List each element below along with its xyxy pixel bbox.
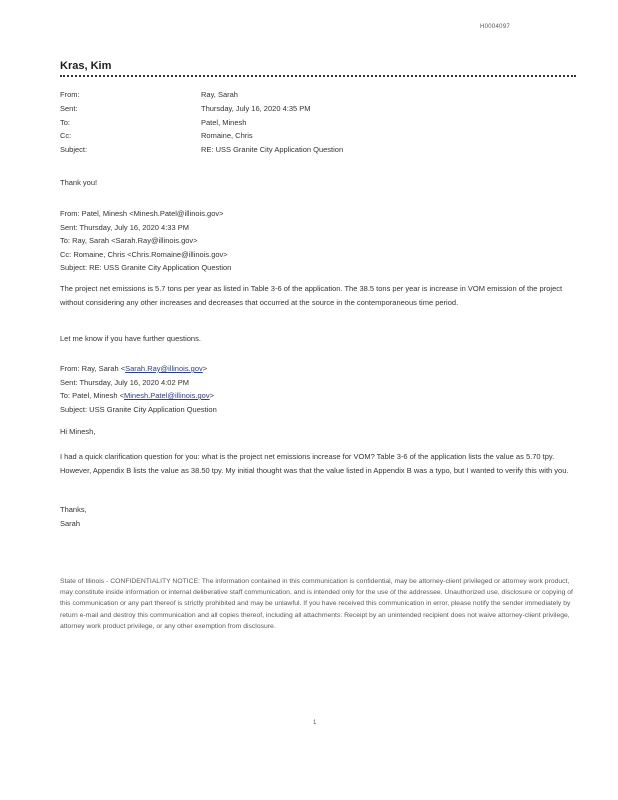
thank-you-line <box>60 176 580 190</box>
original-body-text: I had a quick clarification question for you: what is the project net emissions increase for VOM? Table 3-6 of the application lists the value as 5.70 tpy. However, Appendix B lists the value as 38.50 tpy. My initial thought was that the value listed in Appendix B was a typo, but I wanted to verify this with you. <box>60 452 569 475</box>
header-row-sent <box>60 102 580 116</box>
header-row-subject <box>60 143 580 157</box>
header-rule <box>60 75 576 77</box>
thank-you-text: Thank you! <box>60 178 98 187</box>
confidentiality-notice <box>60 576 580 632</box>
header-value: Thursday, July 16, 2020 4:35 PM <box>201 103 311 113</box>
header-label: To: <box>60 117 71 127</box>
header-label: From: <box>60 90 80 99</box>
header-value: Patel, Minesh <box>201 117 247 127</box>
original-body <box>60 450 580 477</box>
reply-1-closing-text: Let me know if you have further questions. <box>60 334 201 343</box>
header-value: Ray, Sarah <box>201 90 238 99</box>
header-label: Subject: <box>60 145 88 155</box>
page-id: H0004097 <box>480 24 511 30</box>
reply-1-body-text: The project net emissions is 5.7 tons per year as listed in Table 3-6 of the application. The 38.5 tons per year is increase in VOM emission of the project without considering any other increases and decreases that occurred at the source in the contemporaneous time period. <box>60 284 563 307</box>
header-value: Romaine, Chris <box>201 131 253 141</box>
reply-1-closing <box>60 332 580 346</box>
reply-1-from: From: Patel, Minesh <Minesh.Patel@illinois.gov> <box>60 209 224 218</box>
reply-1-subject: Subject: RE: USS Granite City Application Question <box>60 263 232 272</box>
reply-1-cc: Cc: Romaine, Chris <Chris.Romaine@illinois.gov> <box>60 249 228 259</box>
recipient-email-link[interactable]: Minesh.Patel@illinois.gov <box>124 391 210 400</box>
original-from: From: Ray, Sarah <Sarah.Ray@illinois.gov> <box>60 364 208 373</box>
page-number: 1 <box>313 720 317 726</box>
reply-1-sent: Sent: Thursday, July 16, 2020 4:33 PM <box>60 222 189 232</box>
signature-name: Sarah <box>60 518 81 528</box>
greeting-text: Hi Minesh, <box>60 427 96 436</box>
header-label: Cc: <box>60 131 72 141</box>
sender-email-link[interactable]: Sarah.Ray@illinois.gov <box>125 364 203 373</box>
signature-thanks: Thanks, <box>60 505 87 514</box>
original-greeting <box>60 425 580 439</box>
original-to: To: Patel, Minesh <Minesh.Patel@illinois.gov> <box>60 391 214 400</box>
reply-1-to: To: Ray, Sarah <Sarah.Ray@illinois.gov> <box>60 236 198 245</box>
reply-1-meta <box>60 207 580 275</box>
original-meta <box>60 362 580 416</box>
original-sent: Sent: Thursday, July 16, 2020 4:02 PM <box>60 377 189 387</box>
header-row-to <box>60 116 580 130</box>
header-value: RE: USS Granite City Application Question <box>201 145 344 155</box>
confidentiality-text: State of Illinois - CONFIDENTIALITY NOTICE: The information contained in this communication is confidential, may be attorney-client privileged or attorney work product, may constitute inside information or internal deliberative staff communication, and is intended only for the use of the addressee. Unauthorized use, disclosure or copying of this communication or any part thereof is strictly prohibited and may be unlawful. If you have received this communication in error, please notify the sender immediately by return e-mail and destroy this communication and all copies thereof, including all attachments. Receipt by an unintended recipient does not waive attorney-client privilege, attorney work product privilege, or any other exemption from disclosure. <box>60 578 573 630</box>
signature <box>60 503 580 530</box>
original-subject: Subject: USS Granite City Application Question <box>60 404 217 414</box>
reply-1-body <box>60 282 580 309</box>
mailbox-owner: Kras, Kim <box>60 60 112 72</box>
email-header <box>60 88 580 157</box>
header-row-cc <box>60 129 580 143</box>
header-label: Sent: <box>60 103 78 113</box>
header-row-from <box>60 88 580 102</box>
